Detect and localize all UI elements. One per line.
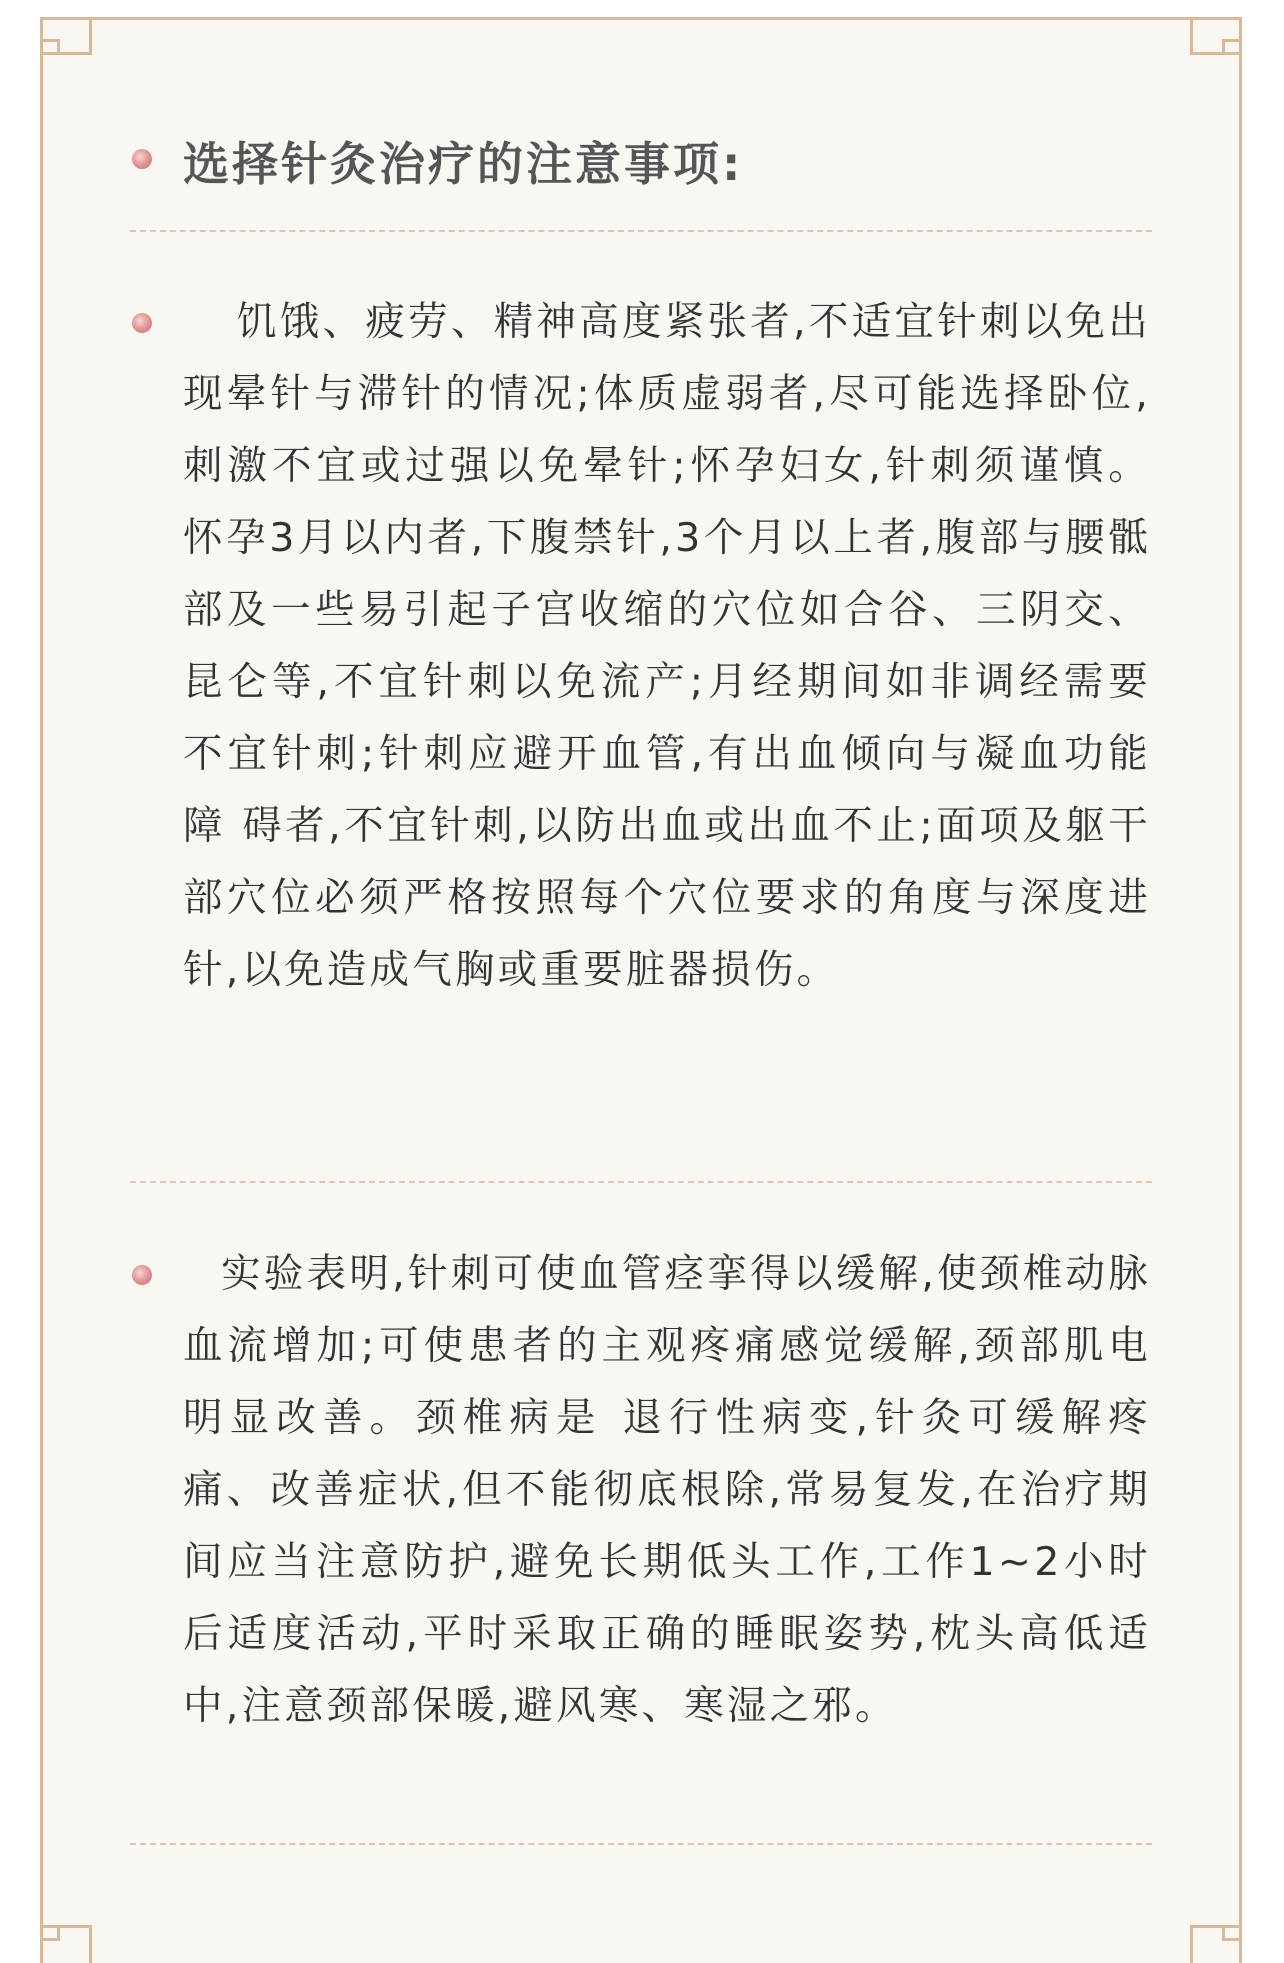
dashed-divider	[130, 1181, 1152, 1183]
dashed-divider	[130, 1843, 1152, 1845]
research-paragraph: 实验表明,针刺可使血管痉挛得以缓解,使颈椎动脉血流增加;可使患者的主观疼痛感觉缓解,颈部肌电明显改善。颈椎病是 退行性病变,针灸可缓解疼痛、改善症状,但不能彻底根除,常易复发,在治疗期间应当注意防护,避免长期低头工作,工作1~2小时后适度活动,平时采取正确的睡眠姿势,枕头高低适中,注意颈部保暖,避风寒、寒湿之邪。	[183, 1251, 1151, 1729]
frame-corner-ornament	[40, 17, 92, 55]
paragraph-bullet-icon	[132, 313, 152, 333]
heading-bullet-icon	[132, 149, 152, 169]
paragraph-bullet-icon	[132, 1265, 152, 1285]
precautions-paragraph: 饥饿、疲劳、精神高度紧张者,不适宜针刺以免出现晕针与滞针的情况;体质虚弱者,尽可能选择卧位,刺激不宜或过强以免晕针;怀孕妇女,针刺须谨慎。怀孕3月以内者,下腹禁针,3个月以上者,腹部与腰骶部及一些易引起子宫收缩的穴位如合谷、三阴交、昆仑等,不宜针刺以免流产;月经期间如非调经需要不宜针刺;针刺应避开血管,有出血倾向与凝血功能障 碍者,不宜针刺,以防出血或出血不止;面项及躯干部穴位必须严格按照每个穴位要求的角度与深度进针,以免造成气胸或重要脏器损伤。	[183, 299, 1151, 993]
frame-corner-ornament	[40, 1925, 92, 1963]
section-title: 选择针灸治疗的注意事项:	[183, 137, 744, 191]
frame-corner-ornament	[1190, 1925, 1242, 1963]
dashed-divider	[130, 230, 1152, 232]
frame-corner-ornament	[1190, 17, 1242, 55]
